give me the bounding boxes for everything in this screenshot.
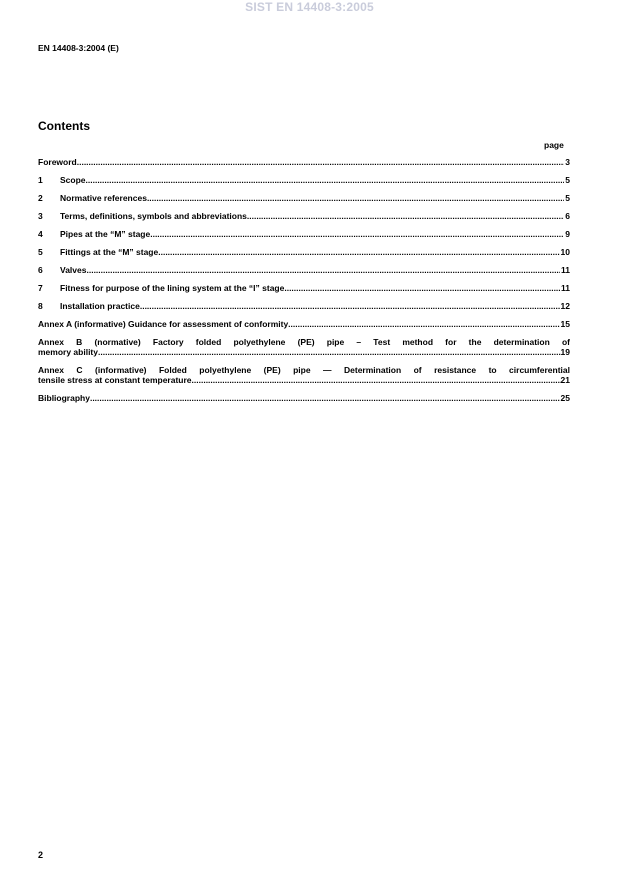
toc-entry-title: Annex A (informative) Guidance for assessment of conformity bbox=[38, 319, 289, 329]
toc-entry-title: Pipes at the “M” stage bbox=[60, 229, 151, 239]
toc-entry-title: Terms, definitions, symbols and abbreviations bbox=[60, 211, 247, 221]
toc-entry-page: 19 bbox=[560, 347, 570, 357]
toc-leader-dots bbox=[77, 157, 565, 167]
toc-entry-page: 11 bbox=[561, 265, 570, 275]
document-identifier: EN 14408-3:2004 (E) bbox=[38, 43, 119, 53]
toc-entry-title: Installation practice bbox=[60, 301, 140, 311]
toc-entry-page: 3 bbox=[565, 157, 570, 167]
toc-entry-title: Bibliography bbox=[38, 393, 90, 403]
toc-entry-page: 5 bbox=[565, 193, 570, 203]
toc-entry-title: Normative references bbox=[60, 193, 147, 203]
toc-entry-title-line1: Annex C (informative) Folded polyethylene (PE) pipe — Determination of resistance to circumferential bbox=[38, 365, 570, 375]
toc-entry-fittings-m-stage[interactable] bbox=[38, 247, 570, 257]
toc-entry-number: 4 bbox=[38, 229, 43, 239]
toc-entry-title: Fitness for purpose of the lining system at the “I” stage bbox=[60, 283, 285, 293]
toc-entry-number: 6 bbox=[38, 265, 43, 275]
toc-entry-annex-b[interactable] bbox=[38, 337, 570, 357]
toc-entry-title: Valves bbox=[60, 265, 87, 275]
contents-heading: Contents bbox=[38, 119, 90, 133]
toc-entry-valves[interactable] bbox=[38, 265, 570, 275]
page-column-label: page bbox=[544, 140, 564, 150]
toc-entry-pipes-m-stage[interactable] bbox=[38, 229, 570, 239]
watermark: SIST EN 14408-3:2005 bbox=[245, 0, 374, 14]
toc-leader-dots bbox=[288, 319, 559, 329]
toc-leader-dots bbox=[158, 247, 559, 257]
toc-leader-dots bbox=[247, 211, 564, 221]
toc-entry-fitness-for-purpose[interactable] bbox=[38, 283, 570, 293]
toc-entry-title-line2: tensile stress at constant temperature bbox=[38, 375, 192, 385]
toc-entry-number: 5 bbox=[38, 247, 43, 257]
toc-entry-installation-practice[interactable] bbox=[38, 301, 570, 311]
toc-entry-page: 15 bbox=[560, 319, 570, 329]
toc-entry-number: 2 bbox=[38, 193, 43, 203]
toc-entry-title: Fittings at the “M” stage bbox=[60, 247, 159, 257]
toc-leader-dots bbox=[140, 301, 560, 311]
toc-entry-page: 21 bbox=[560, 375, 570, 385]
toc-entry-foreword[interactable] bbox=[38, 157, 570, 167]
toc-leader-dots bbox=[192, 375, 561, 385]
toc-entry-title-line2: memory ability bbox=[38, 347, 98, 357]
toc-entry-page: 25 bbox=[560, 393, 570, 403]
table-of-contents bbox=[38, 157, 570, 411]
toc-entry-annex-c[interactable] bbox=[38, 365, 570, 385]
toc-entry-terms-definitions[interactable] bbox=[38, 211, 570, 221]
toc-leader-dots bbox=[86, 175, 565, 185]
toc-entry-page: 6 bbox=[565, 211, 570, 221]
toc-entry-page: 9 bbox=[565, 229, 570, 239]
toc-entry-annex-a[interactable] bbox=[38, 319, 570, 329]
toc-entry-page: 12 bbox=[560, 301, 570, 311]
toc-entry-number: 8 bbox=[38, 301, 43, 311]
toc-leader-dots bbox=[284, 283, 560, 293]
toc-entry-page: 11 bbox=[561, 283, 570, 293]
toc-entry-number: 7 bbox=[38, 283, 43, 293]
toc-leader-dots bbox=[86, 265, 560, 275]
toc-entry-number: 1 bbox=[38, 175, 43, 185]
toc-entry-title: Foreword bbox=[38, 157, 77, 167]
toc-leader-dots bbox=[90, 393, 560, 403]
toc-entry-title: Scope bbox=[60, 175, 86, 185]
toc-leader-dots bbox=[147, 193, 564, 203]
toc-entry-normative-references[interactable] bbox=[38, 193, 570, 203]
toc-entry-page: 5 bbox=[565, 175, 570, 185]
toc-leader-dots bbox=[150, 229, 564, 239]
toc-entry-scope[interactable] bbox=[38, 175, 570, 185]
toc-entry-title-line1: Annex B (normative) Factory folded polyethylene (PE) pipe – Test method for the determination of bbox=[38, 337, 570, 347]
page-number: 2 bbox=[38, 850, 44, 860]
toc-entry-page: 10 bbox=[560, 247, 570, 257]
toc-leader-dots bbox=[98, 347, 561, 357]
toc-entry-bibliography[interactable] bbox=[38, 393, 570, 403]
toc-entry-number: 3 bbox=[38, 211, 43, 221]
